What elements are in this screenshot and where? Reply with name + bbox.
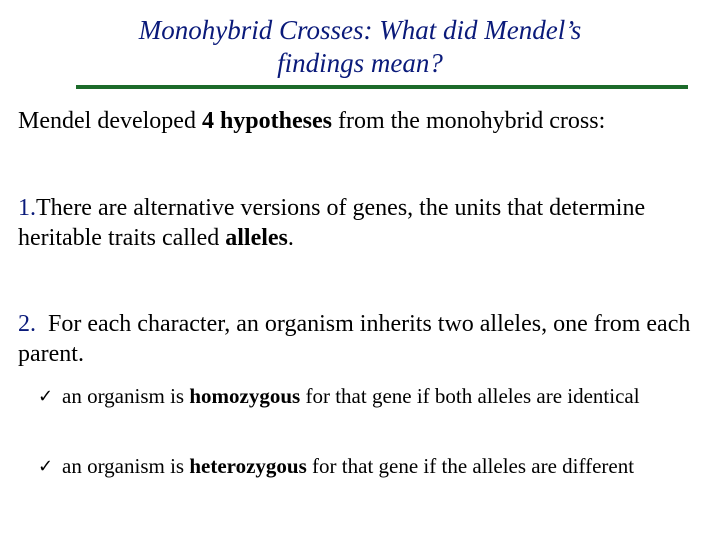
hypothesis-1-text: There are alternative versions of genes, the units that determine heritable traits called: [18, 195, 646, 251]
slide-title-line-2: findings mean?: [277, 48, 443, 78]
sub-point-2-text: [62, 452, 688, 481]
hypothesis-1-paragraph: [18, 193, 708, 253]
sub-point-2-bold-term: heterozygous: [189, 454, 307, 478]
hypothesis-2-number: 2.: [18, 311, 36, 337]
title-underline-divider: [76, 85, 688, 89]
hypothesis-1-number: 1.: [18, 195, 36, 221]
intro-paragraph: [18, 106, 708, 136]
sub-point-1-text-after: for that gene if both alleles are identical: [300, 384, 640, 408]
intro-bold-hypotheses: 4 hypotheses: [201, 108, 332, 134]
intro-text-suffix: from the monohybrid cross:: [331, 108, 606, 134]
sub-point-1-bold-term: homozygous: [189, 384, 301, 408]
hypothesis-1-bold-term: alleles: [225, 225, 288, 251]
hypothesis-1-text-end: .: [287, 225, 294, 251]
sub-point-heterozygous: [38, 452, 688, 481]
hypothesis-2-text: For each character, an organism inherits two alleles, one from each parent.: [18, 311, 697, 367]
slide-title: [60, 14, 660, 80]
sub-point-1-text: [62, 382, 688, 411]
hypothesis-2-paragraph: [18, 309, 708, 369]
checkmark-icon: ✓: [38, 386, 54, 407]
sub-point-homozygous: [38, 382, 688, 411]
sub-point-1-text-before: an organism is: [62, 384, 190, 408]
intro-text-prefix: Mendel developed: [18, 108, 202, 134]
checkmark-icon: ✓: [38, 456, 54, 477]
sub-point-2-text-before: an organism is: [62, 454, 190, 478]
slide-title-line-1: Monohybrid Crosses: What did Mendel’s: [138, 15, 582, 45]
sub-point-2-text-after: for that gene if the alleles are different: [306, 454, 635, 478]
